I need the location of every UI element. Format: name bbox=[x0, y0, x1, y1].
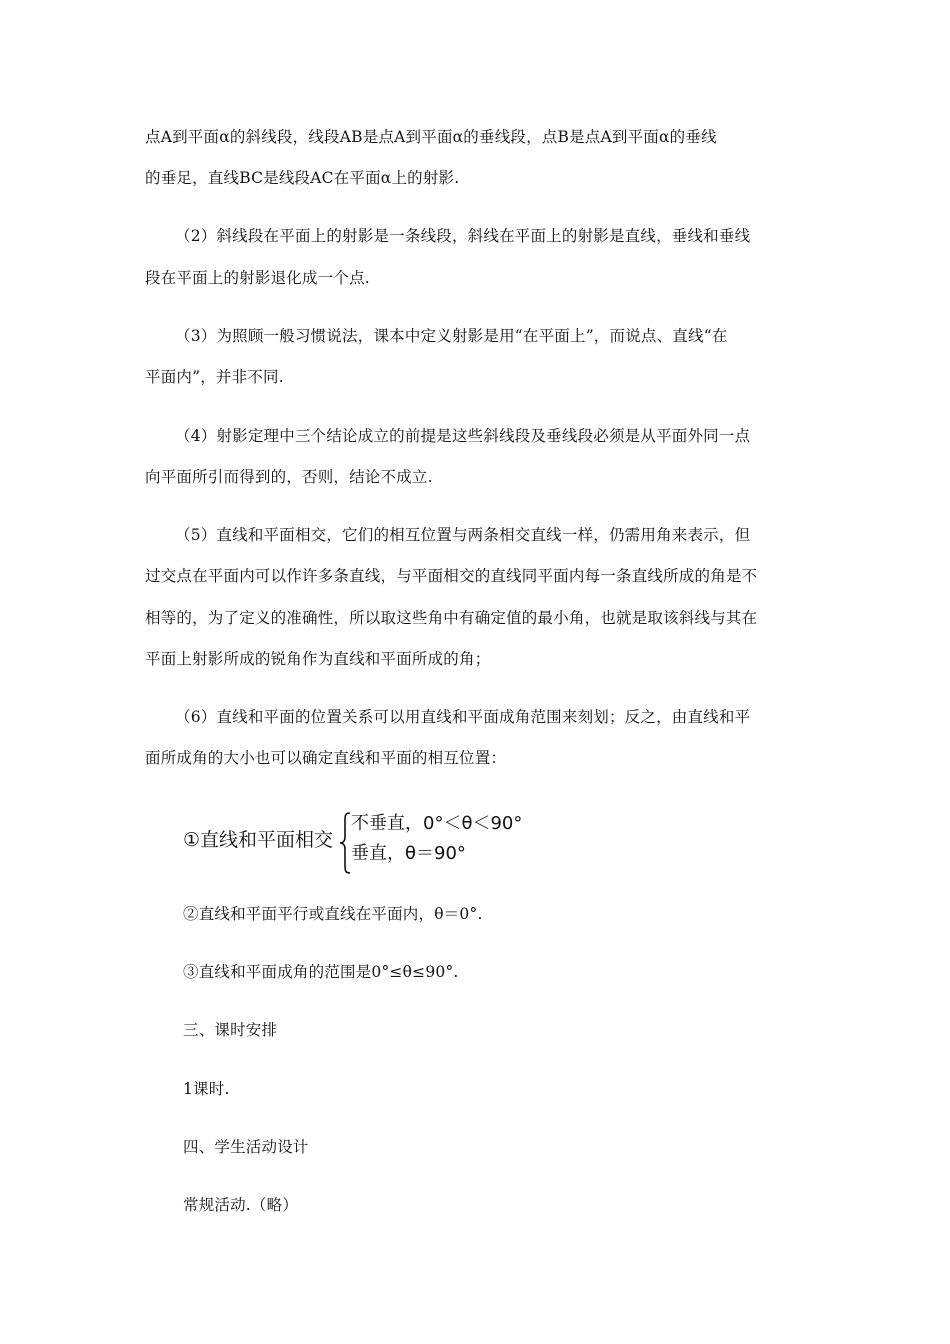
list-item: ③直线和平面成角的范围是0°≤θ≤90°. bbox=[183, 963, 459, 981]
list-item: ②直线和平面平行或直线在平面内，θ＝0°. bbox=[183, 905, 483, 923]
formula-lead: ①直线和平面相交 bbox=[183, 829, 334, 851]
paragraph-line: 平面上射影所成的锐角作为直线和平面所成的角； bbox=[145, 650, 491, 668]
formula-case-oblique: 不垂直，0°＜θ＜90° bbox=[351, 813, 523, 834]
paragraph-line: 相等的，为了定义的准确性，所以取这些角中有确定值的最小角，也就是取该斜线与其在 bbox=[145, 609, 758, 627]
paragraph-line: 平面内”，并非不同. bbox=[145, 368, 284, 386]
formula-case-perpendicular: 垂直，θ＝90° bbox=[351, 843, 466, 864]
paragraph-line: （3）为照顾一般习惯说法，课本中定义射影是用“在平面上”，而说点、直线“在 bbox=[175, 327, 728, 345]
paragraph-line: 点A到平面α的斜线段，线段AB是点A到平面α的垂线段，点B是点A到平面α的垂线 bbox=[145, 128, 717, 146]
section-heading: 四、学生活动设计 bbox=[183, 1138, 309, 1156]
paragraph-line: 向平面所引而得到的，否则，结论不成立. bbox=[145, 468, 433, 486]
left-brace-icon bbox=[339, 812, 351, 874]
paragraph-line: （6）直线和平面的位置关系可以用直线和平面成角范围来刻划；反之，由直线和平 bbox=[175, 708, 751, 726]
paragraph-line: 段在平面上的射影退化成一个点. bbox=[145, 269, 370, 287]
paragraph-line: （4）射影定理中三个结论成立的前提是这些斜线段及垂线段必须是从平面外同一点 bbox=[175, 427, 751, 445]
section-text: 1课时. bbox=[183, 1080, 230, 1098]
section-heading: 三、课时安排 bbox=[183, 1021, 278, 1039]
paragraph-line: （2）斜线段在平面上的射影是一条线段，斜线在平面上的射影是直线，垂线和垂线 bbox=[175, 227, 751, 245]
section-text: 常规活动.（略） bbox=[183, 1196, 299, 1214]
paragraph-line: 过交点在平面内可以作许多条直线，与平面相交的直线同平面内每一条直线所成的角是不 bbox=[145, 567, 758, 585]
paragraph-line: （5）直线和平面相交，它们的相互位置与两条相交直线一样，仍需用角来表示，但 bbox=[175, 526, 751, 544]
paragraph-line: 面所成角的大小也可以确定直线和平面的相互位置： bbox=[145, 749, 507, 767]
paragraph-line: 的垂足，直线BC是线段AC在平面α上的射影. bbox=[145, 169, 460, 187]
